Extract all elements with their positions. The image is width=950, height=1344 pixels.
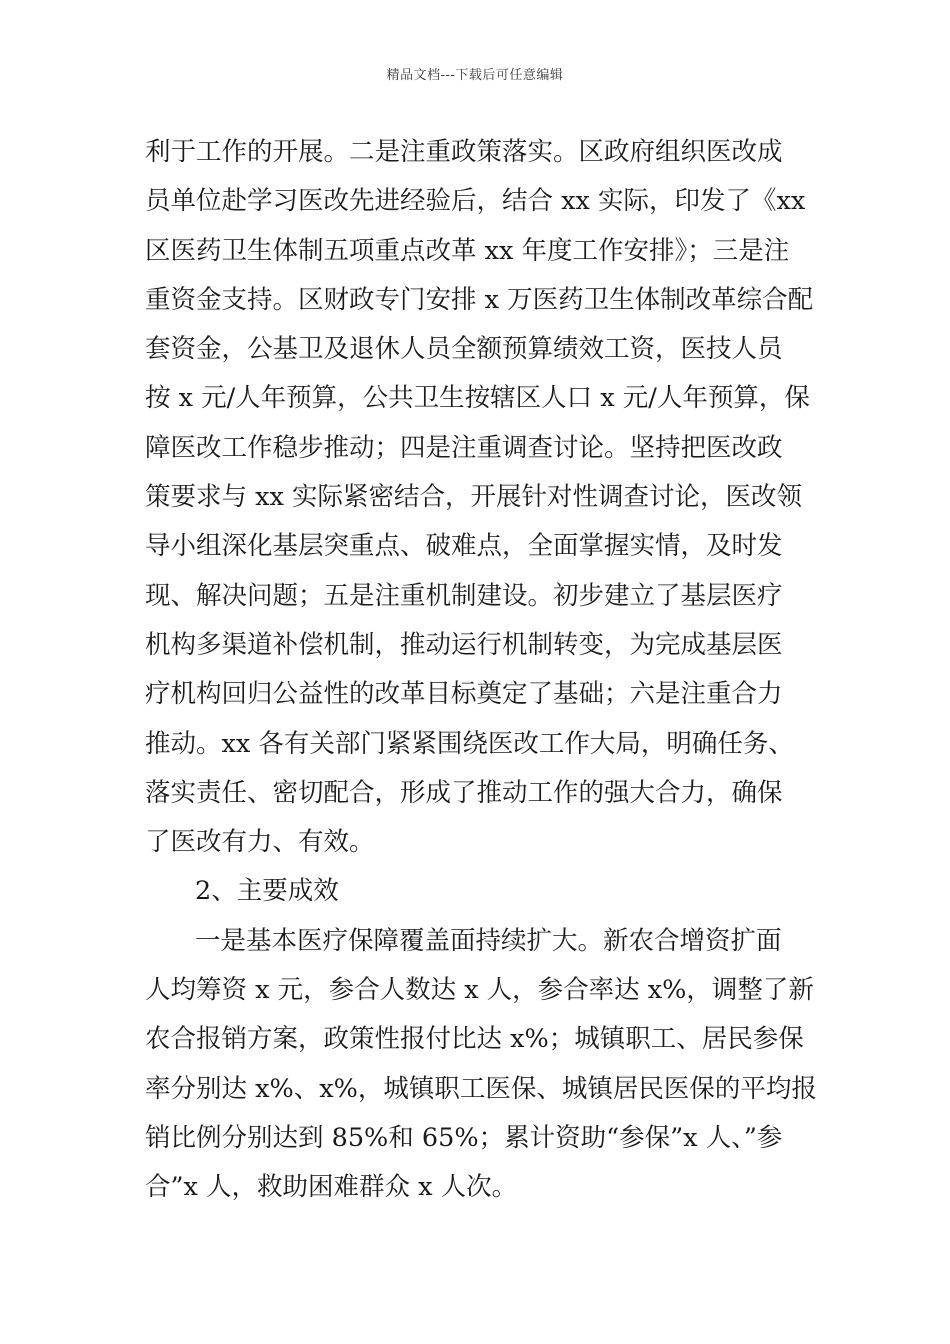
text-line: 农合报销方案，政策性报付比达 x%；城镇职工、居民参保 [145, 1024, 804, 1055]
document-body [145, 128, 817, 1213]
text-line: 重资金支持。区财政专门安排 x 万医药卫生体制改革综合配 [145, 284, 814, 315]
text-line: 按 x 元/人年预算，公共卫生按辖区人口 x 元/人年预算，保 [145, 383, 810, 414]
text-line: 了医改有力、有效。 [145, 827, 375, 858]
page-header: 精品文档---下载后可任意编辑 [386, 68, 564, 83]
text-line: 销比例分别达到 85%和 65%；累计资助“参保”x 人、”参 [145, 1122, 783, 1153]
text-line: 利于工作的开展。二是注重政策落实。区政府组织医改成 [145, 137, 783, 167]
text-line: 现、解决问题；五是注重机制建设。初步建立了基层医疗 [145, 580, 783, 611]
text-line: 套资金，公基卫及退休人员全额预算绩效工资，医技人员 [145, 334, 783, 365]
text-line: 疗机构回归公益性的改革目标奠定了基础；六是注重合力 [145, 679, 783, 710]
text-line: 率分别达 x%、x%，城镇职工医保、城镇居民医保的平均报 [145, 1073, 817, 1104]
text-line: 机构多渠道补偿机制，推动运行机制转变，为完成基层医 [145, 629, 783, 660]
text-line: 推动。xx 各有关部门紧紧围绕医改工作大局，明确任务、 [145, 728, 794, 759]
paragraph-first-line: 一是基本医疗保障覆盖面持续扩大。新农合增资扩面 [195, 925, 782, 956]
text-line: 障医改工作稳步推动；四是注重调查讨论。坚持把医改政 [145, 432, 783, 463]
section-heading: 2、主要成效 [195, 876, 339, 907]
text-line: 落实责任、密切配合，形成了推动工作的强大合力，确保 [145, 777, 783, 808]
text-line: 导小组深化基层突重点、破难点，全面掌握实情，及时发 [145, 531, 783, 562]
text-line: 策要求与 xx 实际紧密结合，开展针对性调查讨论，医改领 [145, 482, 802, 513]
text-line: 人均筹资 x 元，参合人数达 x 人，参合率达 x%，调整了新 [145, 975, 814, 1006]
text-line: 合”x 人，救助困难群众 x 人次。 [145, 1172, 518, 1203]
text-line: 区医药卫生体制五项重点改革 xx 年度工作安排》；三是注 [145, 235, 790, 266]
text-line: 员单位赴学习医改先进经验后，结合 xx 实际，印发了《xx [145, 186, 806, 217]
